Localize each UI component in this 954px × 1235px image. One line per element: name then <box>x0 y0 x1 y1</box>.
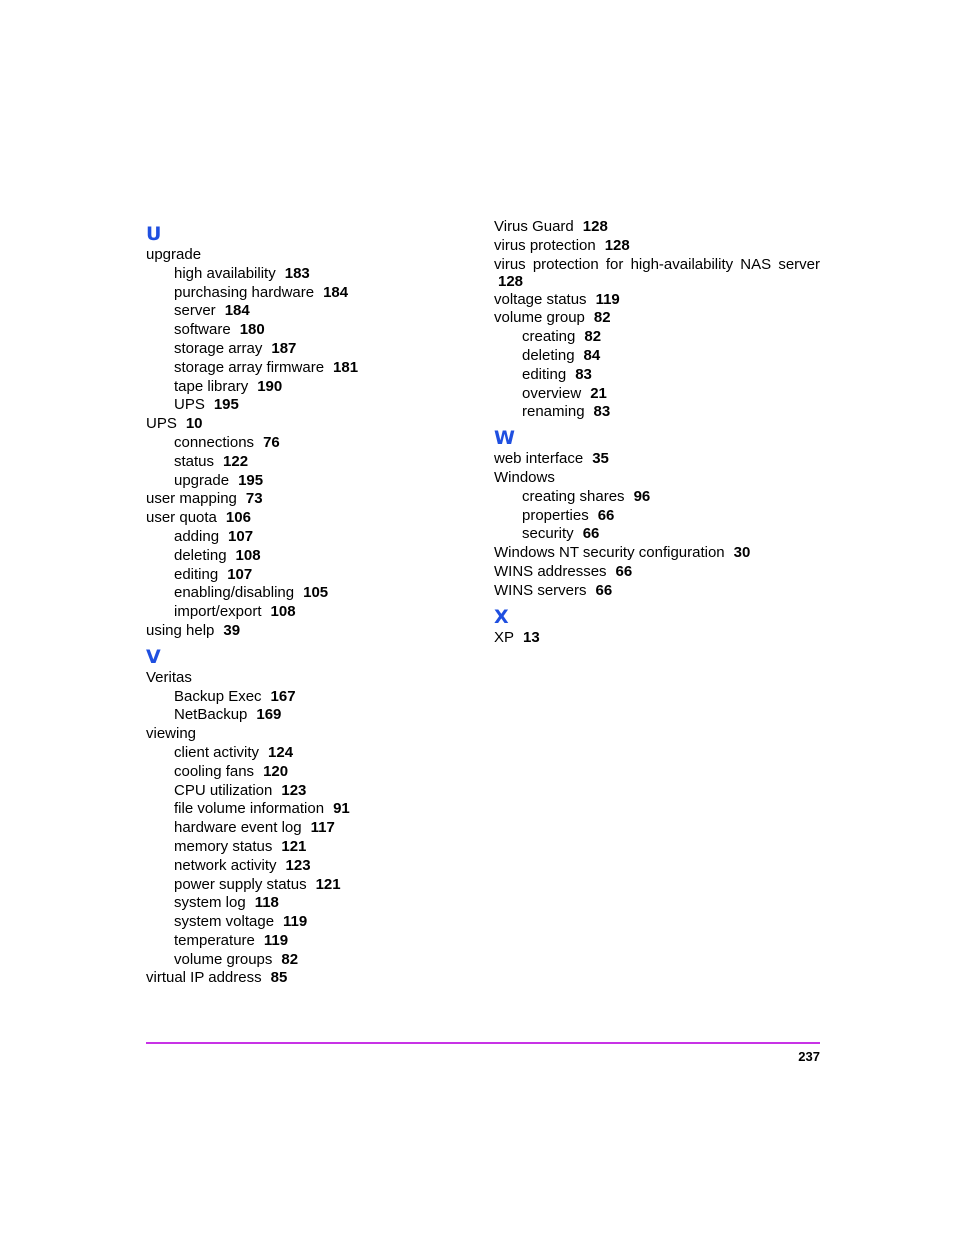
index-page-ref[interactable]: 190 <box>257 377 283 395</box>
index-page-ref[interactable]: 119 <box>263 931 289 949</box>
index-page-ref[interactable]: 119 <box>595 290 620 308</box>
index-term: using help <box>146 621 215 639</box>
index-page-ref[interactable]: 66 <box>615 562 633 580</box>
index-term: voltage status <box>494 290 587 308</box>
index-subentry <box>146 396 476 415</box>
index-subentry <box>146 284 476 303</box>
index-term: editing <box>522 365 567 383</box>
index-entry <box>494 563 820 582</box>
index-page-ref[interactable]: 181 <box>333 358 359 376</box>
index-term: security <box>522 525 574 543</box>
index-subentry <box>494 403 820 422</box>
index-page-ref[interactable]: 187 <box>271 339 297 357</box>
index-page-ref[interactable]: 128 <box>582 218 608 235</box>
footer-rule <box>146 1042 820 1044</box>
index-term: power supply status <box>174 875 307 893</box>
index-term: overview <box>522 384 582 402</box>
index-page-ref[interactable]: 105 <box>303 584 329 602</box>
index-subentry <box>146 782 476 801</box>
index-term: system voltage <box>174 913 275 931</box>
index-subentry <box>146 913 476 932</box>
index-page-ref[interactable]: 21 <box>590 384 607 402</box>
index-entry <box>494 544 820 563</box>
index-term: user quota <box>146 509 217 527</box>
index-term: client activity <box>174 743 260 761</box>
index-page-ref[interactable]: 195 <box>213 396 239 414</box>
index-entry <box>494 218 820 237</box>
index-entry <box>494 256 820 291</box>
index-subentry <box>146 744 476 763</box>
index-term: storage array firmware <box>174 358 325 376</box>
index-page-ref[interactable]: 66 <box>597 506 615 524</box>
index-term: server <box>174 302 216 320</box>
index-page-ref[interactable]: 128 <box>604 236 630 254</box>
index-page-ref[interactable]: 184 <box>224 302 250 320</box>
index-subentry <box>494 385 820 404</box>
index-page-ref[interactable]: 108 <box>270 603 296 621</box>
index-term: system log <box>174 894 246 912</box>
index-term: network activity <box>174 856 277 874</box>
index-entry <box>146 622 476 641</box>
index-subentry <box>146 894 476 913</box>
index-entry <box>146 969 476 988</box>
index-entry <box>146 490 476 509</box>
index-term: web interface <box>494 450 584 468</box>
index-term: properties <box>522 506 589 524</box>
index-term: virus protection for high-availability NAS server <box>494 255 820 273</box>
index-page-ref[interactable]: 107 <box>227 565 253 583</box>
index-page-ref[interactable]: 107 <box>228 527 254 545</box>
index-page-ref[interactable]: 119 <box>283 913 308 931</box>
index-subentry <box>146 378 476 397</box>
index-term: Backup Exec <box>174 687 262 705</box>
index-term: volume group <box>494 309 585 327</box>
index-page-ref[interactable]: 73 <box>245 490 263 508</box>
index-subentry <box>494 507 820 526</box>
index-page-ref[interactable]: 30 <box>733 544 751 562</box>
index-page-ref[interactable]: 124 <box>268 743 294 761</box>
index-term: tape library <box>174 377 249 395</box>
index-entry <box>146 509 476 528</box>
index-term: CPU utilization <box>174 781 273 799</box>
index-subentry <box>146 302 476 321</box>
index-term: Veritas <box>146 668 192 686</box>
index-page-ref[interactable]: 82 <box>281 950 299 968</box>
index-subentry <box>146 472 476 491</box>
index-entry <box>494 469 820 488</box>
index-term: cooling fans <box>174 762 255 780</box>
index-letter-heading: W <box>494 427 515 450</box>
index-entry <box>494 237 820 256</box>
index-term: status <box>174 452 215 470</box>
index-page-ref[interactable]: 195 <box>238 471 264 489</box>
index-subentry <box>494 488 820 507</box>
index-term: virus protection <box>494 236 596 254</box>
index-subentry <box>146 819 476 838</box>
index-page-ref[interactable]: 128 <box>498 273 524 291</box>
index-subentry <box>146 838 476 857</box>
index-subentry <box>494 328 820 347</box>
index-page-ref[interactable]: 91 <box>333 800 350 818</box>
index-entry <box>146 725 476 744</box>
index-term: WINS servers <box>494 581 587 599</box>
index-term: UPS <box>174 396 205 414</box>
index-page-ref[interactable]: 82 <box>593 309 611 327</box>
index-page-ref[interactable]: 76 <box>263 433 280 451</box>
index-page-ref[interactable]: 13 <box>523 628 540 646</box>
index-term: software <box>174 321 231 339</box>
index-term: user mapping <box>146 490 237 508</box>
index-subentry <box>146 800 476 819</box>
index-subentry <box>146 951 476 970</box>
index-term: NetBackup <box>174 706 248 724</box>
index-term: creating shares <box>522 487 625 505</box>
index-term: hardware event log <box>174 819 302 837</box>
index-term: WINS addresses <box>494 562 607 580</box>
index-term: adding <box>174 527 220 545</box>
index-page-ref[interactable]: 10 <box>185 415 203 433</box>
index-page-ref[interactable]: 83 <box>593 403 611 421</box>
index-term: upgrade <box>146 246 202 263</box>
index-term: renaming <box>522 403 585 421</box>
index-column-left <box>146 218 476 988</box>
index-page-ref[interactable]: 123 <box>285 856 311 874</box>
index-page-ref[interactable]: 167 <box>270 687 296 705</box>
index-subentry <box>146 857 476 876</box>
index-entry <box>146 246 476 265</box>
index-page-ref[interactable]: 122 <box>223 452 249 470</box>
index-page-ref[interactable]: 83 <box>575 365 592 383</box>
index-subentry <box>146 932 476 951</box>
index-term: purchasing hardware <box>174 283 315 301</box>
index-page-ref[interactable]: 117 <box>310 819 335 837</box>
index-term: connections <box>174 433 255 451</box>
index-entry <box>146 415 476 434</box>
index-page-ref[interactable]: 85 <box>270 969 288 987</box>
index-entry <box>146 669 476 688</box>
index-subentry <box>146 603 476 622</box>
index-subentry <box>146 528 476 547</box>
index-entry <box>494 450 820 469</box>
index-term: virtual IP address <box>146 969 262 987</box>
index-subentry <box>146 566 476 585</box>
index-page-ref[interactable]: 82 <box>584 328 602 346</box>
index-term: upgrade <box>174 471 230 489</box>
index-subentry <box>146 265 476 284</box>
index-page-ref[interactable]: 66 <box>595 581 613 599</box>
index-subentry <box>146 453 476 472</box>
index-term: Windows NT security configuration <box>494 544 725 562</box>
index-page-ref[interactable]: 121 <box>315 875 341 893</box>
index-subentry <box>146 688 476 707</box>
index-term: viewing <box>146 725 197 743</box>
index-term: temperature <box>174 931 255 949</box>
index-term: Virus Guard <box>494 218 574 235</box>
index-page-ref[interactable]: 96 <box>633 487 651 505</box>
index-letter-heading: V <box>146 645 161 668</box>
index-subentry <box>146 321 476 340</box>
index-term: volume groups <box>174 950 273 968</box>
index-page-ref[interactable]: 121 <box>281 837 307 855</box>
index-term: enabling/disabling <box>174 584 295 602</box>
index-entry <box>494 309 820 328</box>
index-page-ref[interactable]: 184 <box>323 283 349 301</box>
index-term: memory status <box>174 837 273 855</box>
index-subentry <box>146 434 476 453</box>
index-subentry <box>146 584 476 603</box>
index-term: UPS <box>146 415 177 433</box>
index-page-ref[interactable]: 108 <box>235 546 261 564</box>
index-page-ref[interactable]: 39 <box>223 621 241 639</box>
index-subentry <box>146 359 476 378</box>
index-subentry <box>146 876 476 895</box>
index-entry <box>494 582 820 601</box>
index-subentry <box>146 706 476 725</box>
index-page-ref[interactable]: 35 <box>592 450 609 468</box>
index-entry <box>494 629 820 648</box>
index-subentry <box>146 340 476 359</box>
index-term: editing <box>174 565 219 583</box>
index-page-ref[interactable]: 123 <box>281 781 307 799</box>
index-subentry <box>494 525 820 544</box>
index-letter-heading: U <box>146 223 162 245</box>
index-entry <box>494 291 820 310</box>
index-subentry <box>146 763 476 782</box>
index-column-right <box>494 218 820 647</box>
index-term: file volume information <box>174 800 325 818</box>
index-term: storage array <box>174 339 263 357</box>
index-term: deleting <box>174 546 227 564</box>
index-term: import/export <box>174 603 262 621</box>
index-page-ref[interactable]: 106 <box>225 509 251 527</box>
index-page-ref[interactable]: 183 <box>284 264 310 282</box>
index-term: high availability <box>174 264 276 282</box>
page-number: 237 <box>798 1049 820 1064</box>
index-subentry <box>146 547 476 566</box>
index-term: deleting <box>522 346 575 364</box>
index-term: XP <box>494 628 515 646</box>
index-page-ref[interactable]: 118 <box>254 894 279 912</box>
index-letter-heading: X <box>494 605 509 628</box>
index-subentry <box>494 366 820 385</box>
index-subentry <box>494 347 820 366</box>
index-page-ref[interactable]: 169 <box>256 706 282 724</box>
index-page-ref[interactable]: 180 <box>239 321 265 339</box>
index-page-ref[interactable]: 120 <box>263 762 289 780</box>
index-page-ref[interactable]: 66 <box>582 525 600 543</box>
index-term: Windows <box>494 468 555 486</box>
index-term: creating <box>522 328 576 346</box>
index-page-ref[interactable]: 84 <box>583 346 601 364</box>
